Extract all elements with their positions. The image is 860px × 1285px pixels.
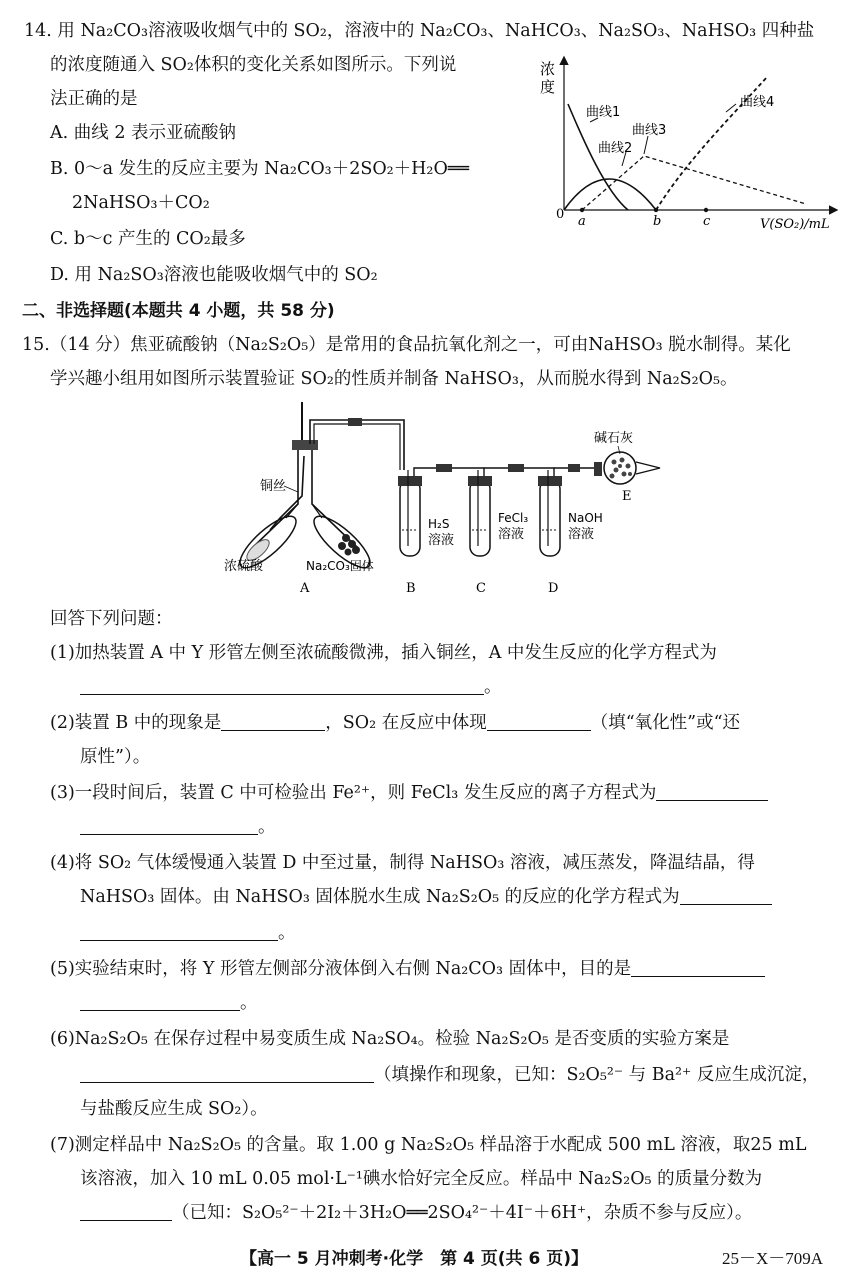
q14-stem-line-3: 法正确的是 (50, 89, 138, 109)
soda-lime-label: 碱石灰 (594, 431, 634, 446)
curve-4-label: 曲线4 (740, 95, 775, 110)
q15-3-text: (3)一段时间后，装置 C 中可检验出 Fe²⁺，则 FeCl₃ 发生反应的离子方程式为 (50, 783, 657, 803)
origin-label: 0 (556, 207, 565, 222)
tube-joint-4 (568, 464, 580, 472)
q15-2-line (50, 710, 740, 736)
h2s-label-1: H₂S (428, 517, 450, 531)
y-axis-char-1: 浓 (540, 60, 556, 78)
answer-blank-3b[interactable] (80, 816, 258, 835)
answer-blank-5b[interactable] (80, 992, 240, 1011)
answer-blank-6[interactable] (80, 1064, 374, 1083)
q14-option-c: C. b～c 产生的 CO₂最多 (50, 229, 246, 249)
q15-4-text: (4)将 SO₂ 气体缓慢通入装置 D 中至过量，制得 NaHSO₃ 溶液，减压蒸发，降温结晶，得 (50, 853, 755, 873)
q15-4-end: 。 (278, 923, 296, 943)
answer-blank-4b[interactable] (80, 922, 278, 941)
conc-acid-label: 浓硫酸 (224, 559, 264, 574)
q15-1-text: (1)加热装置 A 中 Y 形管左侧至浓硫酸微沸，插入铜丝，A 中发生反应的化学方程式为 (50, 643, 717, 663)
q15-6-line-2 (80, 1062, 819, 1088)
apparatus-background (222, 400, 664, 596)
q14-stem-line-2: 的浓度随通入 SO₂体积的变化关系如图所示。下列说 (50, 55, 457, 75)
label-e: E (622, 489, 632, 504)
tube-joint-3 (508, 464, 524, 472)
answer-blank-2a[interactable] (221, 712, 325, 731)
section-heading: 二、非选择题(本题共 4 小题，共 58 分) (22, 301, 335, 321)
q15-1-end: 。 (484, 677, 502, 697)
answer-blank-2b[interactable] (487, 712, 591, 731)
q15-3-end: 。 (258, 817, 276, 837)
q15-6-text-3: 与盐酸反应生成 SO₂）。 (80, 1099, 268, 1119)
q14-option-a: A. 曲线 2 表示亚硫酸钠 (50, 123, 237, 143)
answer-blank-1[interactable] (80, 676, 484, 695)
q15-6-text-2: （填操作和现象，已知：S₂O₅²⁻ 与 Ba²⁺ 反应生成沉淀， (374, 1065, 820, 1085)
curve-4-leader (726, 104, 736, 112)
fecl3-label-2: 溶液 (498, 527, 525, 542)
answer-blank-4a[interactable] (680, 886, 772, 905)
footer-title: 【高一 5 月冲刺考·化学 第 4 页(共 6 页)】 (240, 1249, 588, 1269)
q15-4-line-2 (80, 884, 772, 910)
na2co3-label: Na₂CO₃固体 (306, 559, 374, 573)
q15-6-text: (6)Na₂S₂O₅ 在保存过程中易变质生成 Na₂SO₄。检验 Na₂S₂O₅ 是否变质的实验方案是 (50, 1029, 730, 1049)
label-c: C (476, 581, 486, 596)
tube-joint-1 (348, 418, 362, 426)
q15-3-answer-line (80, 814, 276, 840)
copper-wire-label: 铜丝 (260, 479, 287, 494)
q15-3-line (50, 780, 768, 806)
tick-a: a (578, 214, 586, 229)
q15-2-cont: 原性”）。 (80, 747, 151, 767)
curve-2-label: 曲线2 (598, 141, 633, 156)
q15-2-text-c: （填“氧化性”或“还 (590, 713, 741, 733)
q15-7-text-2: 该溶液，加入 10 mL 0.05 mol·L⁻¹碘水恰好完全反应。样品中 Na₂S₂O₅ 的质量分数为 (80, 1169, 763, 1189)
q15-5-end: 。 (240, 993, 258, 1013)
label-b: B (406, 581, 416, 596)
q14-option-b: B. 0～a 发生的反应主要为 Na₂CO₃＋2SO₂＋H₂O══ (50, 159, 469, 179)
q15-5-text: (5)实验结束时，将 Y 形管左侧部分液体倒入右侧 Na₂CO₃ 固体中，目的是 (50, 959, 632, 979)
y-axis-char-2: 度 (540, 78, 556, 96)
q15-4-text-2: NaHSO₃ 固体。由 NaHSO₃ 固体脱水生成 Na₂S₂O₅ 的反应的化学方程式为 (80, 887, 680, 907)
q15-7-text: (7)测定样品中 Na₂S₂O₅ 的含量。取 1.00 g Na₂S₂O₅ 样品溶于水配成 500 mL 溶液，取25 mL (50, 1135, 807, 1155)
tube-joint-2 (436, 464, 452, 472)
answer-blank-3a[interactable] (656, 782, 768, 801)
footer-code: 25－X－709A (722, 1249, 824, 1268)
answer-blank-7[interactable] (80, 1202, 172, 1221)
curve-2 (564, 179, 656, 210)
q15-7-line-3 (80, 1200, 752, 1226)
label-d: D (548, 581, 559, 596)
concentration-graph (536, 52, 846, 232)
curve-3-leader (644, 136, 648, 154)
x-axis-label: V(SO₂)/mL (760, 217, 830, 232)
q15-2-text-b: ，SO₂ 在反应中体现 (325, 713, 487, 733)
label-a: A (300, 581, 310, 596)
q14-option-d: D. 用 Na₂SO₃溶液也能吸收烟气中的 SO₂ (50, 265, 378, 285)
answer-blank-5a[interactable] (631, 958, 765, 977)
q14-stem-line-1: 14. 用 Na₂CO₃溶液吸收烟气中的 SO₂，溶液中的 Na₂CO₃、NaHCO₃、Na₂SO₃、NaHSO₃ 四种盐 (24, 21, 815, 41)
q15-intro-line-1: 15.（14 分）焦亚硫酸钠（Na₂S₂O₅）是常用的食品抗氧化剂之一，可由NaHSO₃ 脱水制得。某化 (22, 335, 791, 355)
curve-3-label: 曲线3 (632, 123, 667, 138)
curve-1-label: 曲线1 (586, 105, 621, 120)
tick-c-dot (704, 208, 708, 212)
answer-prompt: 回答下列问题： (50, 609, 173, 629)
h2s-label-2: 溶液 (428, 533, 455, 548)
tick-b: b (653, 214, 662, 229)
q15-1-answer-line (80, 674, 502, 700)
apparatus-diagram (222, 400, 664, 596)
naoh-label-1: NaOH (568, 511, 603, 525)
q15-7-text-3: （已知：S₂O₅²⁻＋2I₂＋3H₂O══2SO₄²⁻＋4I⁻＋6H⁺，杂质不参与反应）。 (172, 1203, 753, 1223)
q15-5-line (50, 956, 765, 982)
q15-5-answer-line (80, 990, 258, 1016)
q15-2-text-a: (2)装置 B 中的现象是 (50, 713, 222, 733)
q14-option-b-cont: 2NaHSO₃＋CO₂ (72, 193, 210, 213)
tick-c: c (703, 214, 711, 229)
naoh-label-2: 溶液 (568, 527, 595, 542)
fecl3-label-1: FeCl₃ (498, 511, 529, 525)
q15-intro-line-2: 学兴趣小组用如图所示装置验证 SO₂的性质并制备 NaHSO₃，从而脱水得到 Na₂S₂O₅。 (50, 369, 738, 389)
curve-3 (582, 156, 806, 210)
q15-4-answer-line (80, 920, 296, 946)
